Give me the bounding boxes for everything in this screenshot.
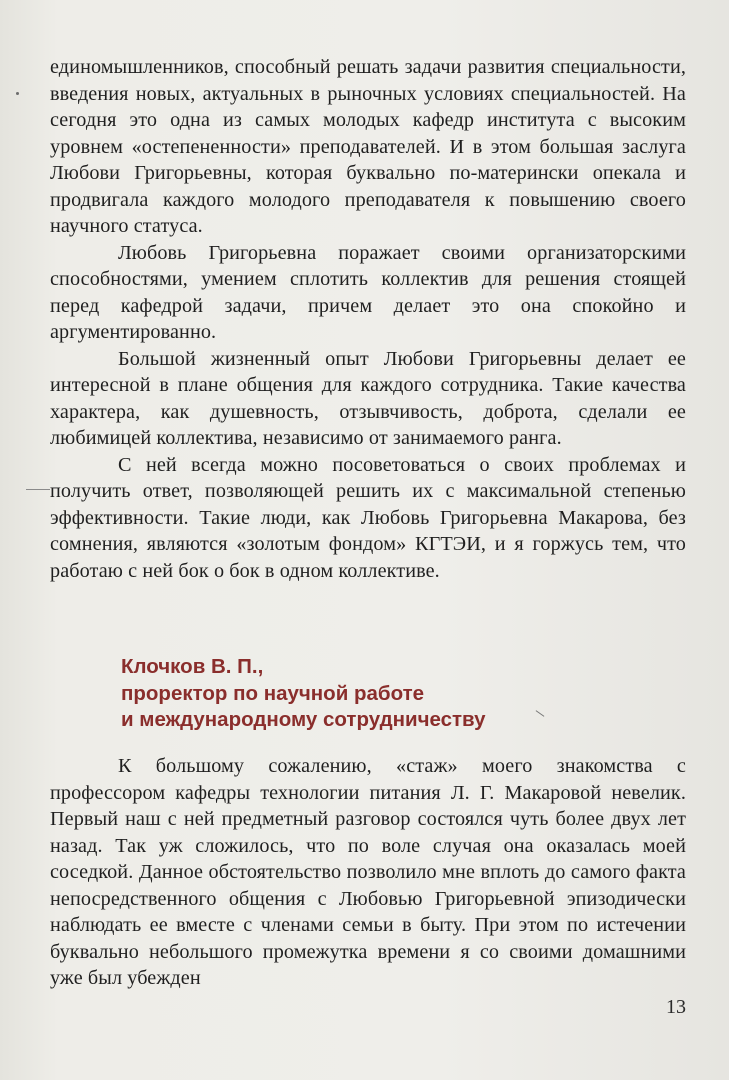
paragraph: единомышленников, способный решать задачи развития специальности, введения новых, актуальных в рыночных условиях специальностей. На сегодня это одна из самых молодых кафедр института с высоким уровнем «остепененности» преподавателей. И в этом большая заслуга Любови Григорьевны, которая буквально по-матерински опекала и продвигала каждого молодого преподавателя к повышению своего научного статуса.: [50, 56, 686, 237]
paragraph: С ней всегда можно посоветоваться о своих проблемах и получить ответ, позволяющей решить их с максимальной степенью эффективности. Такие люди, как Любовь Григорьевна Макарова, без сомнения, являются «золотым фондом» КГТЭИ, и я горжусь тем, что работаю с ней бок о бок в одном коллективе.: [50, 453, 686, 582]
author-position-line: и международному сотрудничеству: [121, 708, 486, 731]
author-position-line: проректор по научной работе: [121, 681, 425, 705]
page-number: 13: [666, 996, 686, 1018]
author-name: Клочков В. П.,: [121, 655, 264, 678]
paragraph: К большому сожалению, «стаж» моего знакомства с профессором кафедры технологии питания Л. Г. Макаровой невелик. Первый наш с ней предметный разговор состоялся чуть более двух лет назад. Так уж сложилось, что по воле случая она оказалась моей соседкой. Данное обстоятельство позволило мне вплоть до самого факта непосредственного общения с Любовью Григорьевной эпизодически наблюдать ее вместе с членами семьи в быту. При этом по истечении буквально небольшого промежутка времени я со своими домашними уже был убежден: [50, 755, 686, 989]
upper-text-block: [50, 54, 686, 584]
author-heading: [121, 654, 486, 734]
scan-speck: [16, 92, 19, 95]
scan-stroke: [26, 489, 50, 490]
paragraph: Любовь Григорьевна поражает своими организаторскими способностями, умением сплотить коллектив для решения стоящей перед кафедрой задачи, причем делает это она спокойно и аргументированно.: [50, 241, 686, 343]
lower-text-block: [50, 753, 686, 992]
scan-stroke: [536, 710, 545, 717]
paragraph: Большой жизненный опыт Любови Григорьевны делает ее интересной в плане общения для каждого сотрудника. Такие качества характера, как душевность, отзывчивость, доброта, сделали ее любимицей коллектива, независимо от занимаемого ранга.: [50, 347, 686, 449]
